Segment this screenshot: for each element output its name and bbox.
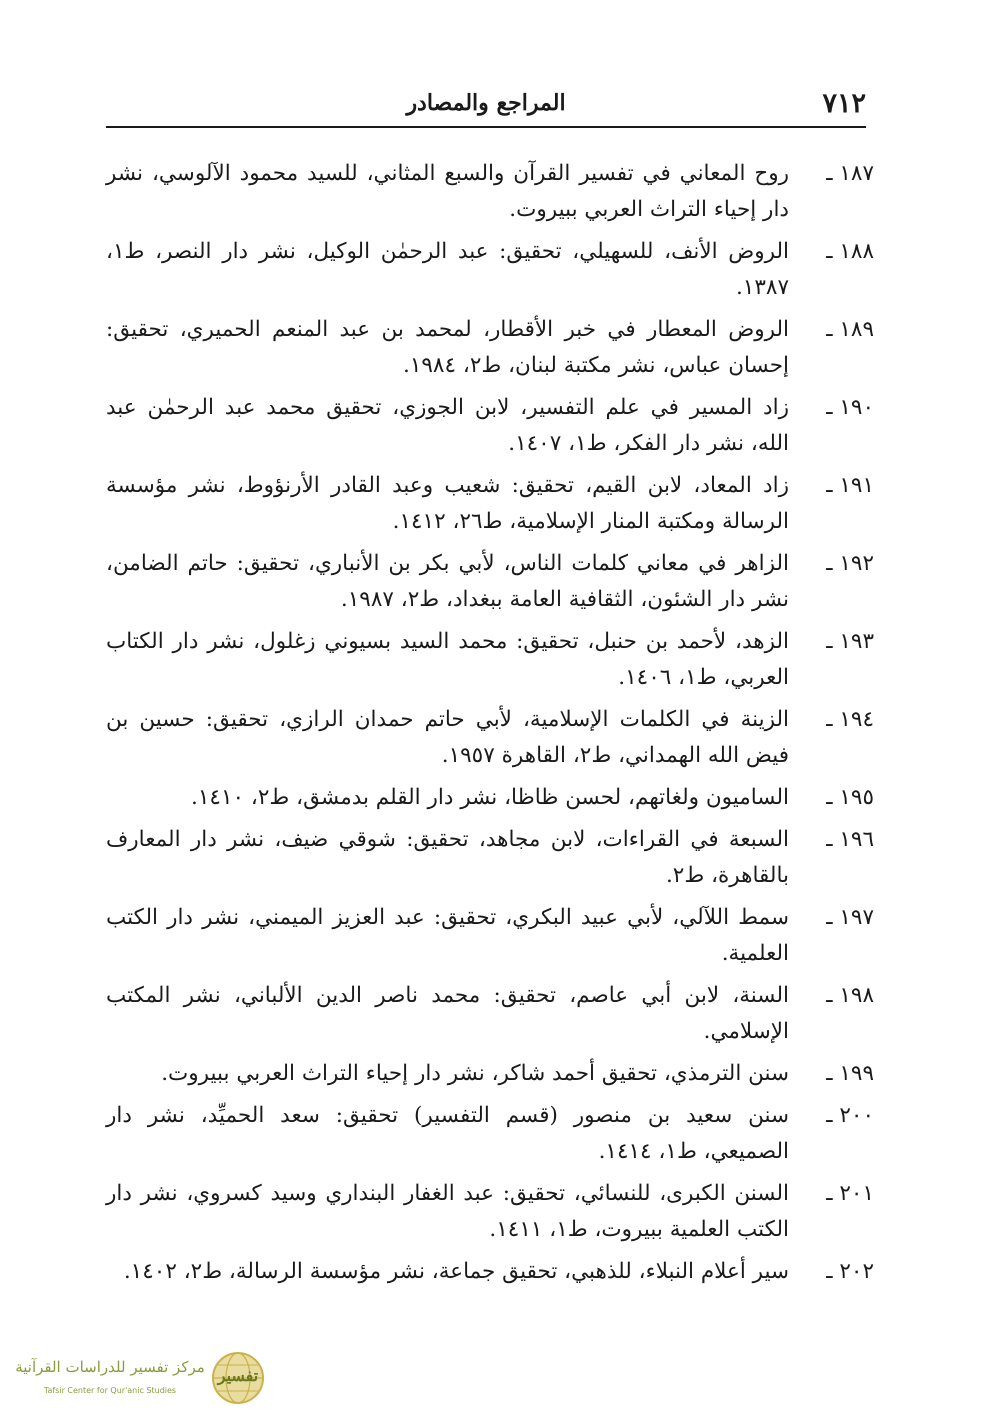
reference-item [106, 390, 874, 462]
reference-number: ١٩٨ ـ [826, 983, 874, 1008]
reference-text: الزاهر في معاني كلمات الناس، لأبي بكر بن الأنباري، تحقيق: حاتم الضامن، نشر دار الشئون، الثقافية العامة ببغداد، ط٢، ١٩٨٧. [106, 551, 789, 612]
reference-item [106, 822, 874, 894]
reference-number: ١٩٥ ـ [826, 785, 874, 810]
logo-name: مركز تفسير للدراسات القرآنية [15, 1358, 205, 1376]
page-number: ٧١٢ [822, 88, 866, 119]
reference-item [106, 1098, 874, 1170]
reference-text: الساميون ولغاتهم، لحسن ظاظا، نشر دار القلم بدمشق، ط٢، ١٤١٠. [191, 785, 789, 810]
reference-item [106, 156, 874, 228]
reference-number: ١٩٦ ـ [826, 827, 874, 852]
logo-mark: تفسير [217, 1366, 259, 1385]
reference-number: ١٩١ ـ [826, 473, 874, 498]
reference-item [106, 1056, 874, 1092]
reference-text: سنن الترمذي، تحقيق أحمد شاكر، نشر دار إحياء التراث العربي ببيروت. [161, 1061, 789, 1086]
reference-text: السبعة في القراءات، لابن مجاهد، تحقيق: شوقي ضيف، نشر دار المعارف بالقاهرة، ط٢. [106, 827, 789, 888]
reference-list [106, 156, 874, 1296]
reference-text: سير أعلام النبلاء، للذهبي، تحقيق جماعة، نشر مؤسسة الرسالة، ط٢، ١٤٠٢. [123, 1259, 789, 1284]
reference-number: ٢٠١ ـ [826, 1181, 874, 1206]
reference-text: زاد المسير في علم التفسير، لابن الجوزي، تحقيق محمد عبد الرحمٰن عبد الله، نشر دار الفكر، ط١، ١٤٠٧. [106, 395, 789, 456]
reference-item [106, 234, 874, 306]
page-title: المراجع والمصادر [406, 90, 566, 116]
reference-number: ١٩٣ ـ [826, 629, 874, 654]
reference-item [106, 546, 874, 618]
reference-item [106, 468, 874, 540]
reference-item [106, 978, 874, 1050]
reference-item [106, 1176, 874, 1248]
reference-item [106, 780, 874, 816]
reference-text: زاد المعاد، لابن القيم، تحقيق: شعيب وعبد القادر الأرنؤوط، نشر مؤسسة الرسالة ومكتبة المنار الإسلامية، ط٢٦، ١٤١٢. [106, 473, 789, 534]
reference-text: الروض المعطار في خبر الأقطار، لمحمد بن عبد المنعم الحميري، تحقيق: إحسان عباس، نشر مكتبة لبنان، ط٢، ١٩٨٤. [106, 317, 789, 378]
page-header [106, 82, 866, 128]
reference-number: ١٨٩ ـ [826, 317, 874, 342]
reference-number: ١٩٤ ـ [826, 707, 874, 732]
reference-number: ١٩٧ ـ [826, 905, 874, 930]
reference-text: روح المعاني في تفسير القرآن والسبع المثاني، للسيد محمود الآلوسي، نشر دار إحياء التراث العربي ببيروت. [106, 161, 789, 222]
reference-number: ١٨٨ ـ [826, 239, 874, 264]
reference-text: الروض الأنف، للسهيلي، تحقيق: عبد الرحمٰن الوكيل، نشر دار النصر، ط١، ١٣٨٧. [106, 239, 789, 300]
reference-number: ١٨٧ ـ [826, 161, 874, 186]
reference-text: السنة، لابن أبي عاصم، تحقيق: محمد ناصر الدين الألباني، نشر المكتب الإسلامي. [106, 983, 789, 1044]
reference-number: ١٩٩ ـ [826, 1061, 874, 1086]
reference-text: الزينة في الكلمات الإسلامية، لأبي حاتم حمدان الرازي، تحقيق: حسين بن فيض الله الهمداني، ط٢، القاهرة ١٩٥٧. [106, 707, 789, 768]
reference-item [106, 1254, 874, 1290]
reference-item [106, 312, 874, 384]
reference-number: ١٩٢ ـ [826, 551, 874, 576]
reference-text: سنن سعيد بن منصور (قسم التفسير) تحقيق: سعد الحميِّد، نشر دار الصميعي، ط١، ١٤١٤. [106, 1103, 789, 1164]
reference-text: السنن الكبرى، للنسائي، تحقيق: عبد الغفار البنداري وسيد كسروي، نشر دار الكتب العلمية ببيروت، ط١، ١٤١١. [106, 1181, 789, 1242]
logo-english: Tafsir Center for Qur'anic Studies [43, 1386, 177, 1395]
reference-item [106, 702, 874, 774]
reference-item [106, 900, 874, 972]
reference-item [106, 624, 874, 696]
reference-number: ٢٠٢ ـ [826, 1259, 874, 1284]
tafsir-center-logo [5, 1350, 265, 1412]
reference-number: ٢٠٠ ـ [826, 1103, 874, 1128]
reference-number: ١٩٠ ـ [826, 395, 874, 420]
reference-text: سمط اللآلي، لأبي عبيد البكري، تحقيق: عبد العزيز الميمني، نشر دار الكتب العلمية. [106, 905, 789, 966]
reference-text: الزهد، لأحمد بن حنبل، تحقيق: محمد السيد بسيوني زغلول، نشر دار الكتاب العربي، ط١، ١٤٠٦. [106, 629, 789, 690]
